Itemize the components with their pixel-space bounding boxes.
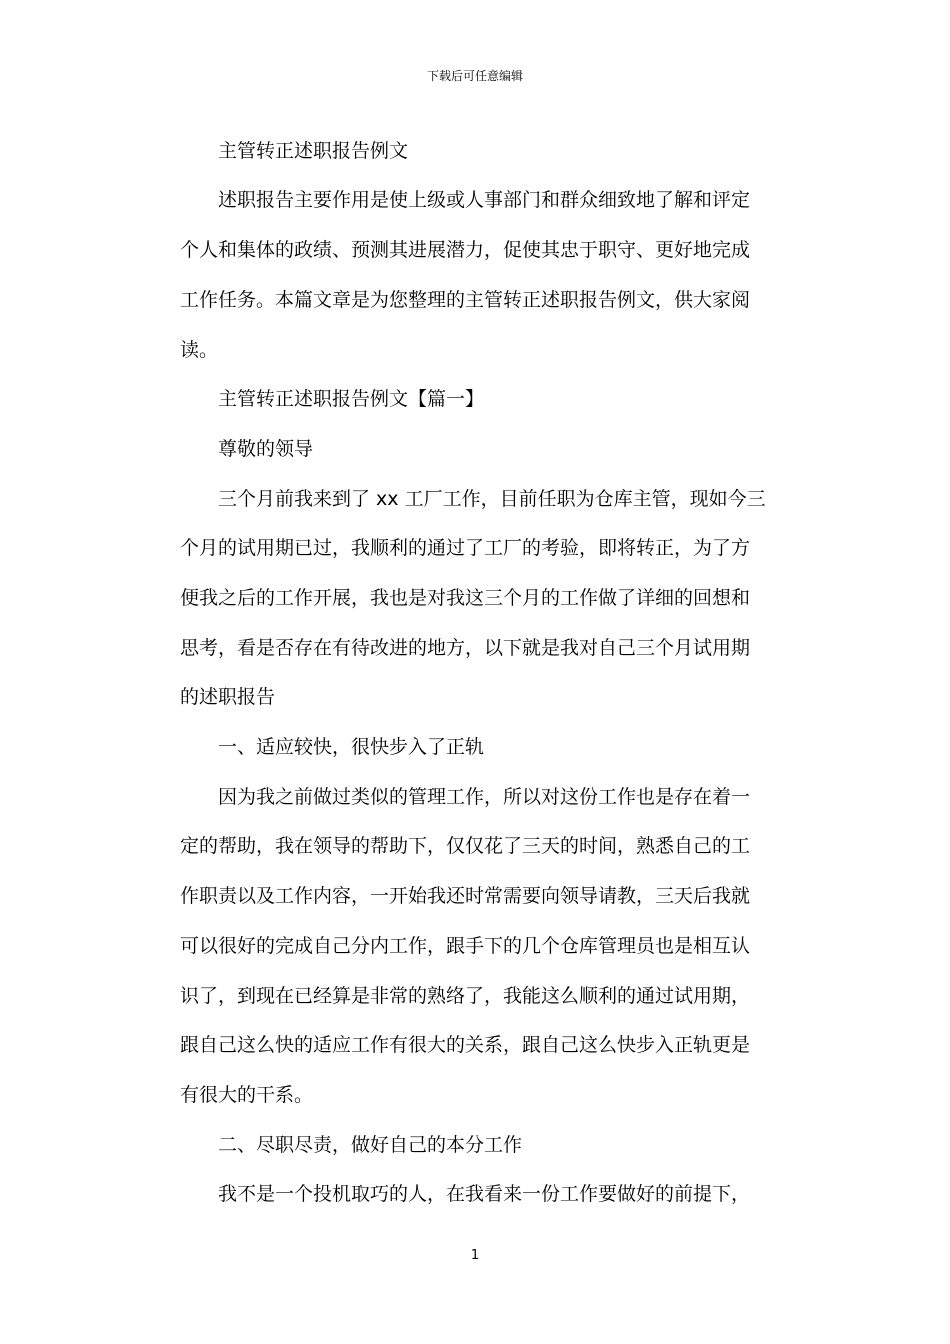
section-heading: 二、尽职尽责，做好自己的本分工作 [218, 1134, 523, 1156]
text-line: 个人和集体的政绩、预测其进展潜力，促使其忠于职守、更好地完成 [180, 239, 751, 261]
document-title: 主管转正述职报告例文 [218, 140, 409, 162]
text-line: 思考，看是否存在有待改进的地方，以下就是我对自己三个月试用期 [180, 637, 751, 659]
text-line: 作职责以及工作内容，一开始我还时常需要向领导请教，三天后我就 [180, 885, 751, 907]
text-line: 读。 [180, 339, 219, 361]
section-title: 主管转正述职报告例文【篇一】 [218, 388, 485, 410]
text-line: 有很大的干系。 [180, 1084, 314, 1106]
page-header-note: 下载后可任意编辑 [426, 69, 523, 83]
text-line: 识了，到现在已经算是非常的熟络了，我能这么顺利的通过试用期， [180, 985, 751, 1007]
page-number: 1 [470, 1248, 480, 1263]
text-line: 工作任务。本篇文章是为您整理的主管转正述职报告例文，供大家阅 [180, 289, 751, 311]
text-line: 便我之后的工作开展，我也是对我这三个月的工作做了详细的回想和 [180, 587, 751, 609]
salutation: 尊敬的领导 [218, 438, 314, 460]
text-line: 跟自己这么快的适应工作有很大的关系，跟自己这么快步入正轨更是 [180, 1034, 751, 1056]
text-line: 的述职报告 [180, 686, 276, 708]
text-line: 可以很好的完成自己分内工作，跟手下的几个仓库管理员也是相互认 [180, 935, 751, 957]
text-line: 三个月前我来到了 xx 工厂工作，目前任职为仓库主管，现如今三 [218, 488, 766, 510]
text-line: 定的帮助，我在领导的帮助下，仅仅花了三天的时间，熟悉自己的工 [180, 835, 751, 857]
text-line: 因为我之前做过类似的管理工作，所以对这份工作也是存在着一 [218, 786, 751, 808]
text-line: 我不是一个投机取巧的人，在我看来一份工作要做好的前提下， [218, 1183, 751, 1205]
text-line: 述职报告主要作用是使上级或人事部门和群众细致地了解和评定 [218, 189, 751, 211]
section-heading: 一、适应较快，很快步入了正轨 [218, 736, 485, 758]
text-line: 个月的试用期已过，我顺利的通过了工厂的考验，即将转正，为了方 [180, 537, 751, 559]
